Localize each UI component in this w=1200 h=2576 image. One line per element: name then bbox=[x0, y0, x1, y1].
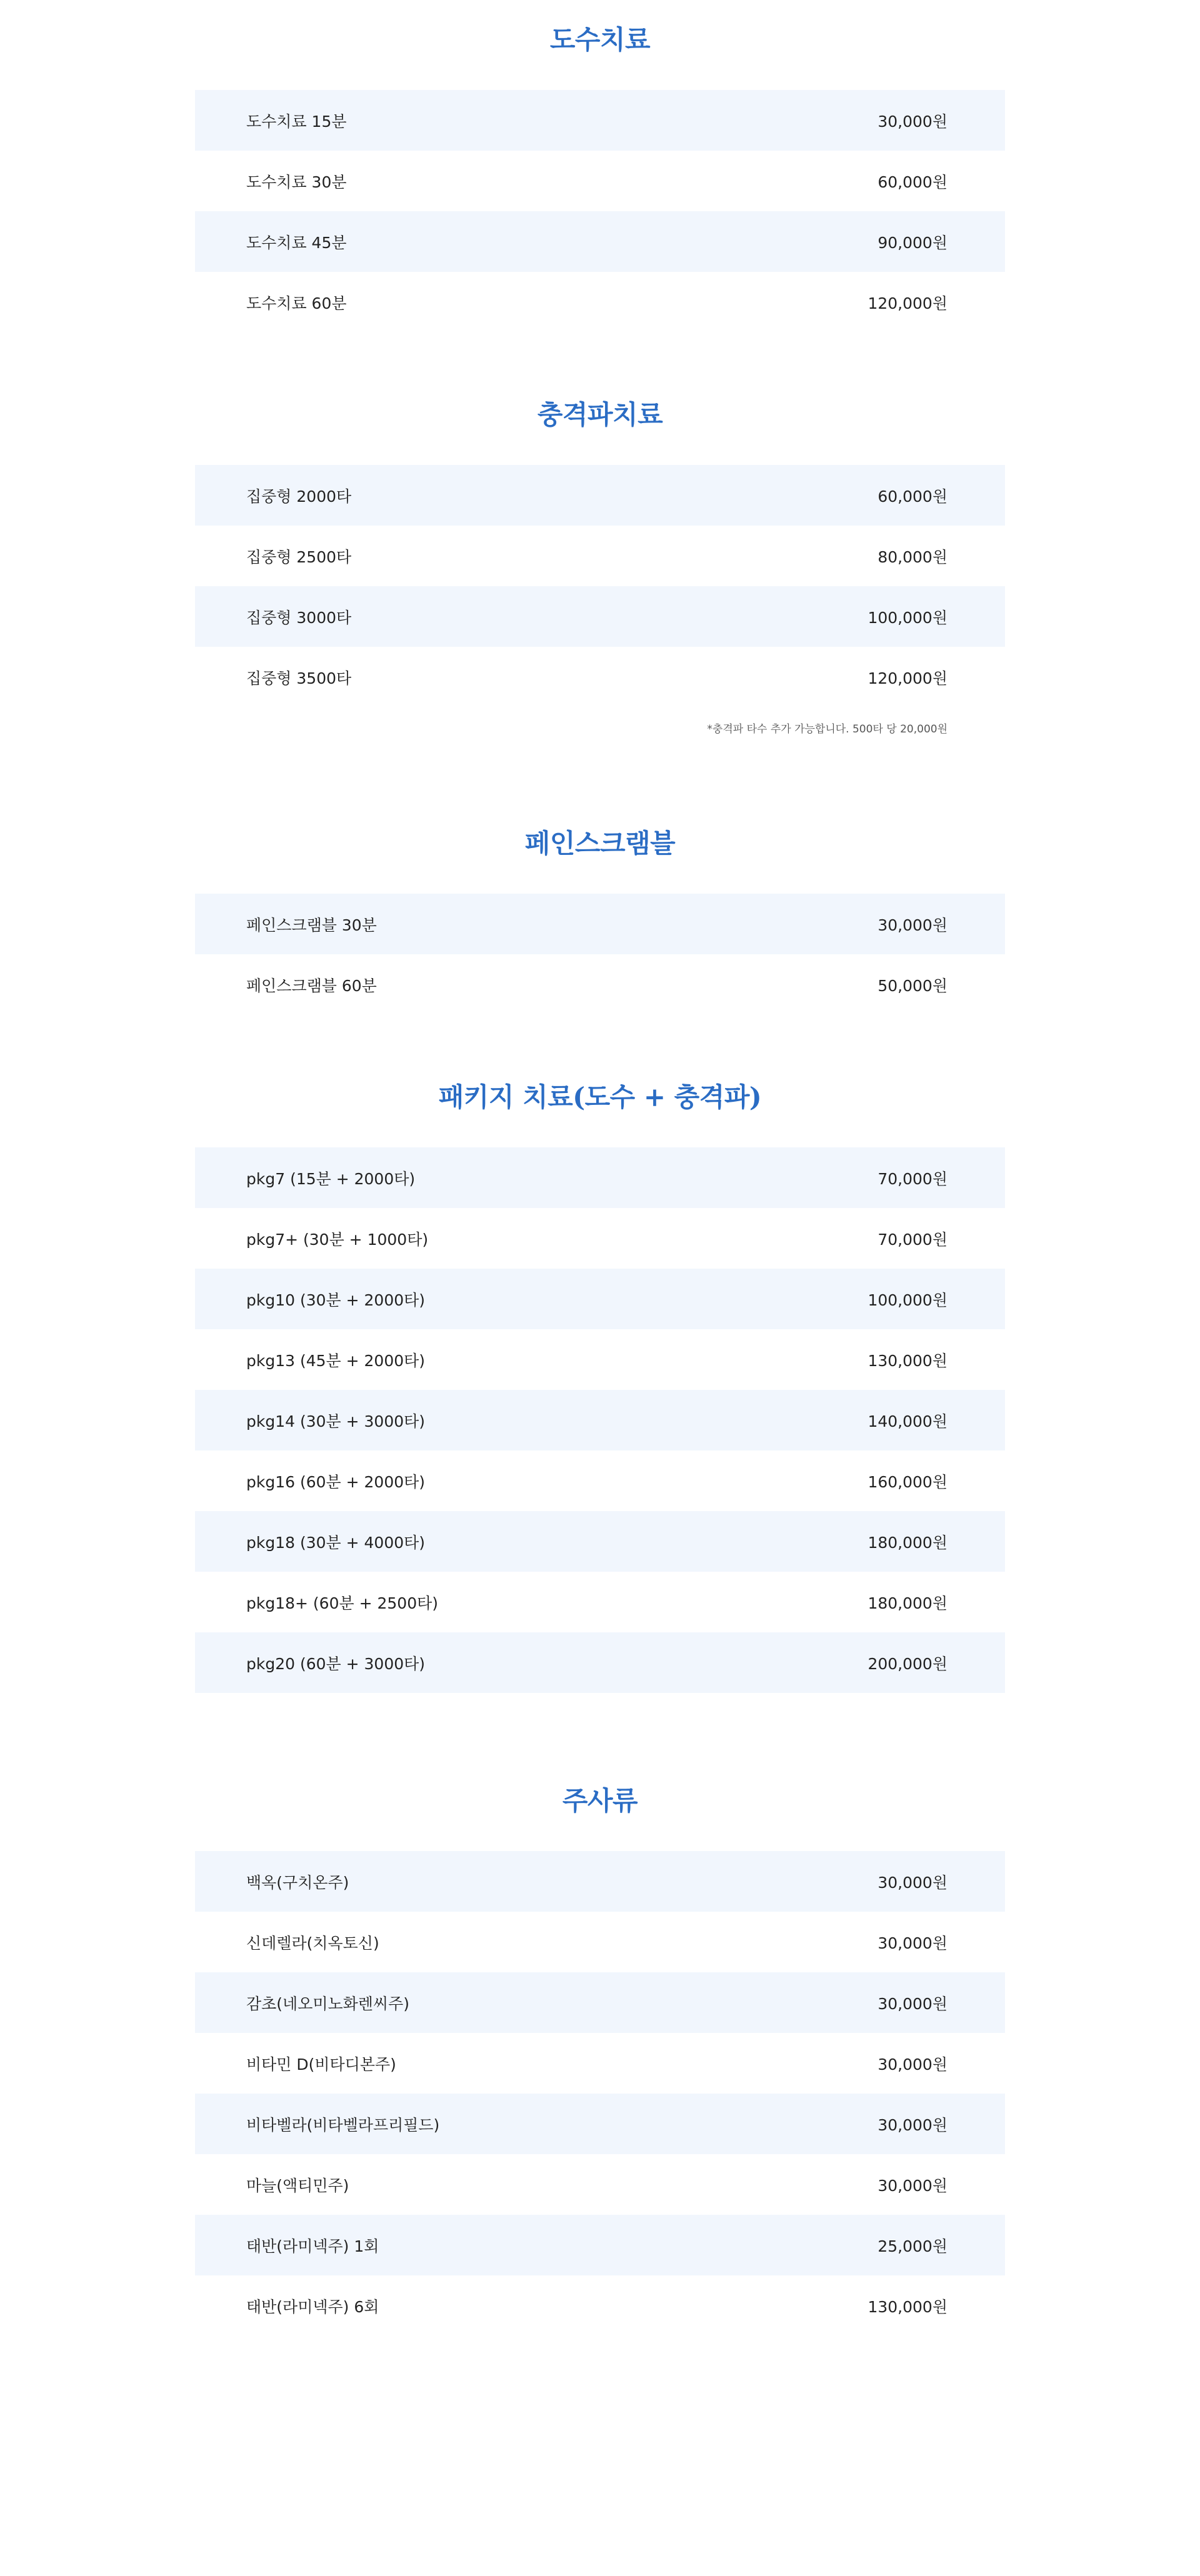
item-name: pkg18+ (60분 + 2500타) bbox=[246, 1594, 439, 1612]
item-price: 180,000원 bbox=[868, 1533, 948, 1552]
item-name: pkg16 (60분 + 2000타) bbox=[246, 1472, 426, 1491]
item-name: pkg14 (30분 + 3000타) bbox=[246, 1412, 426, 1430]
item-price: 100,000원 bbox=[868, 608, 948, 627]
item-price: 60,000원 bbox=[878, 172, 948, 191]
item-price: 30,000원 bbox=[878, 1873, 948, 1892]
price-row bbox=[195, 954, 1005, 1015]
item-name: pkg7+ (30분 + 1000타) bbox=[246, 1230, 429, 1249]
item-price: 70,000원 bbox=[878, 1169, 948, 1188]
item-price: 60,000원 bbox=[878, 487, 948, 506]
item-name: 도수치료 15분 bbox=[246, 112, 347, 131]
price-row bbox=[195, 1147, 1005, 1208]
section-title: 주사류 bbox=[562, 1785, 638, 1816]
item-price: 160,000원 bbox=[868, 1472, 948, 1491]
price-row bbox=[195, 2154, 1005, 2215]
item-price: 30,000원 bbox=[878, 1994, 948, 2013]
price-list bbox=[195, 1147, 1005, 1693]
price-row bbox=[195, 1329, 1005, 1390]
price-row bbox=[195, 526, 1005, 586]
item-name: 집중형 2500타 bbox=[246, 547, 352, 566]
item-name: 백옥(구치온주) bbox=[246, 1873, 349, 1892]
item-price: 30,000원 bbox=[878, 2176, 948, 2195]
section-title: 도수치료 bbox=[549, 24, 651, 55]
item-name: 집중형 3500타 bbox=[246, 669, 352, 687]
price-row bbox=[195, 647, 1005, 707]
price-row bbox=[195, 1632, 1005, 1693]
item-price: 30,000원 bbox=[878, 2055, 948, 2074]
item-price: 30,000원 bbox=[878, 112, 948, 131]
item-name: 집중형 3000타 bbox=[246, 608, 352, 627]
price-row bbox=[195, 2094, 1005, 2154]
price-row bbox=[195, 1972, 1005, 2033]
section-title: 충격파치료 bbox=[537, 399, 663, 430]
item-name: pkg20 (60분 + 3000타) bbox=[246, 1654, 426, 1673]
item-name: pkg18 (30분 + 4000타) bbox=[246, 1533, 426, 1552]
item-price: 30,000원 bbox=[878, 1934, 948, 1952]
item-price: 80,000원 bbox=[878, 547, 948, 566]
price-row bbox=[195, 272, 1005, 332]
item-price: 120,000원 bbox=[868, 294, 948, 312]
price-list bbox=[195, 894, 1005, 1015]
price-row bbox=[195, 2033, 1005, 2094]
item-price: 30,000원 bbox=[878, 916, 948, 934]
item-price: 200,000원 bbox=[868, 1654, 948, 1673]
item-price: 90,000원 bbox=[878, 233, 948, 252]
price-row bbox=[195, 894, 1005, 954]
item-price: 100,000원 bbox=[868, 1290, 948, 1309]
section-title: 페인스크램블 bbox=[524, 828, 676, 859]
item-name: pkg10 (30분 + 2000타) bbox=[246, 1290, 426, 1309]
item-name: pkg7 (15분 + 2000타) bbox=[246, 1169, 416, 1188]
price-row bbox=[195, 90, 1005, 151]
price-row bbox=[195, 2215, 1005, 2275]
price-row bbox=[195, 586, 1005, 647]
item-name: pkg13 (45분 + 2000타) bbox=[246, 1351, 426, 1370]
section-package-therapy bbox=[195, 1075, 1005, 1673]
item-price: 25,000원 bbox=[878, 2237, 948, 2255]
price-row bbox=[195, 1912, 1005, 1972]
item-name: 도수치료 60분 bbox=[246, 294, 347, 312]
price-list bbox=[195, 90, 1005, 332]
item-price: 140,000원 bbox=[868, 1412, 948, 1430]
item-name: 신데렐라(치옥토신) bbox=[246, 1934, 379, 1952]
item-name: 페인스크램블 30분 bbox=[246, 916, 377, 934]
shockwave-footnote: *충격파 타수 추가 가능합니다. 500타 당 20,000원 bbox=[707, 723, 948, 736]
section-shockwave-therapy bbox=[195, 392, 1005, 736]
item-name: 집중형 2000타 bbox=[246, 487, 352, 506]
section-title: 패키지 치료(도수 + 충격파) bbox=[438, 1082, 762, 1112]
item-name: 도수치료 30분 bbox=[246, 172, 347, 191]
item-name: 태반(라미넥주) 1회 bbox=[246, 2237, 379, 2255]
price-row bbox=[195, 465, 1005, 526]
price-row bbox=[195, 1572, 1005, 1632]
price-row bbox=[195, 1390, 1005, 1450]
price-row bbox=[195, 1269, 1005, 1329]
item-name: 비타벨라(비타벨라프리필드) bbox=[246, 2115, 440, 2134]
item-price: 120,000원 bbox=[868, 669, 948, 687]
item-name: 도수치료 45분 bbox=[246, 233, 347, 252]
item-name: 태반(라미넥주) 6회 bbox=[246, 2297, 379, 2316]
price-row bbox=[195, 1208, 1005, 1269]
price-row bbox=[195, 2275, 1005, 2336]
section-injections bbox=[195, 1779, 1005, 2316]
item-price: 130,000원 bbox=[868, 1351, 948, 1370]
item-name: 감초(네오미노화렌씨주) bbox=[246, 1994, 410, 2013]
price-row bbox=[195, 151, 1005, 211]
item-price: 50,000원 bbox=[878, 976, 948, 995]
section-pain-scrambler bbox=[195, 821, 1005, 995]
item-price: 130,000원 bbox=[868, 2297, 948, 2316]
price-row bbox=[195, 1851, 1005, 1912]
item-name: 페인스크램블 60분 bbox=[246, 976, 377, 995]
item-name: 비타민 D(비타디본주) bbox=[246, 2055, 396, 2074]
item-price: 70,000원 bbox=[878, 1230, 948, 1249]
item-price: 180,000원 bbox=[868, 1594, 948, 1612]
price-row bbox=[195, 1450, 1005, 1511]
price-list bbox=[195, 1851, 1005, 2336]
item-name: 마늘(액티민주) bbox=[246, 2176, 349, 2195]
price-list bbox=[195, 465, 1005, 707]
price-row bbox=[195, 1511, 1005, 1572]
section-manual-therapy bbox=[195, 17, 1005, 312]
item-price: 30,000원 bbox=[878, 2115, 948, 2134]
price-row bbox=[195, 211, 1005, 272]
